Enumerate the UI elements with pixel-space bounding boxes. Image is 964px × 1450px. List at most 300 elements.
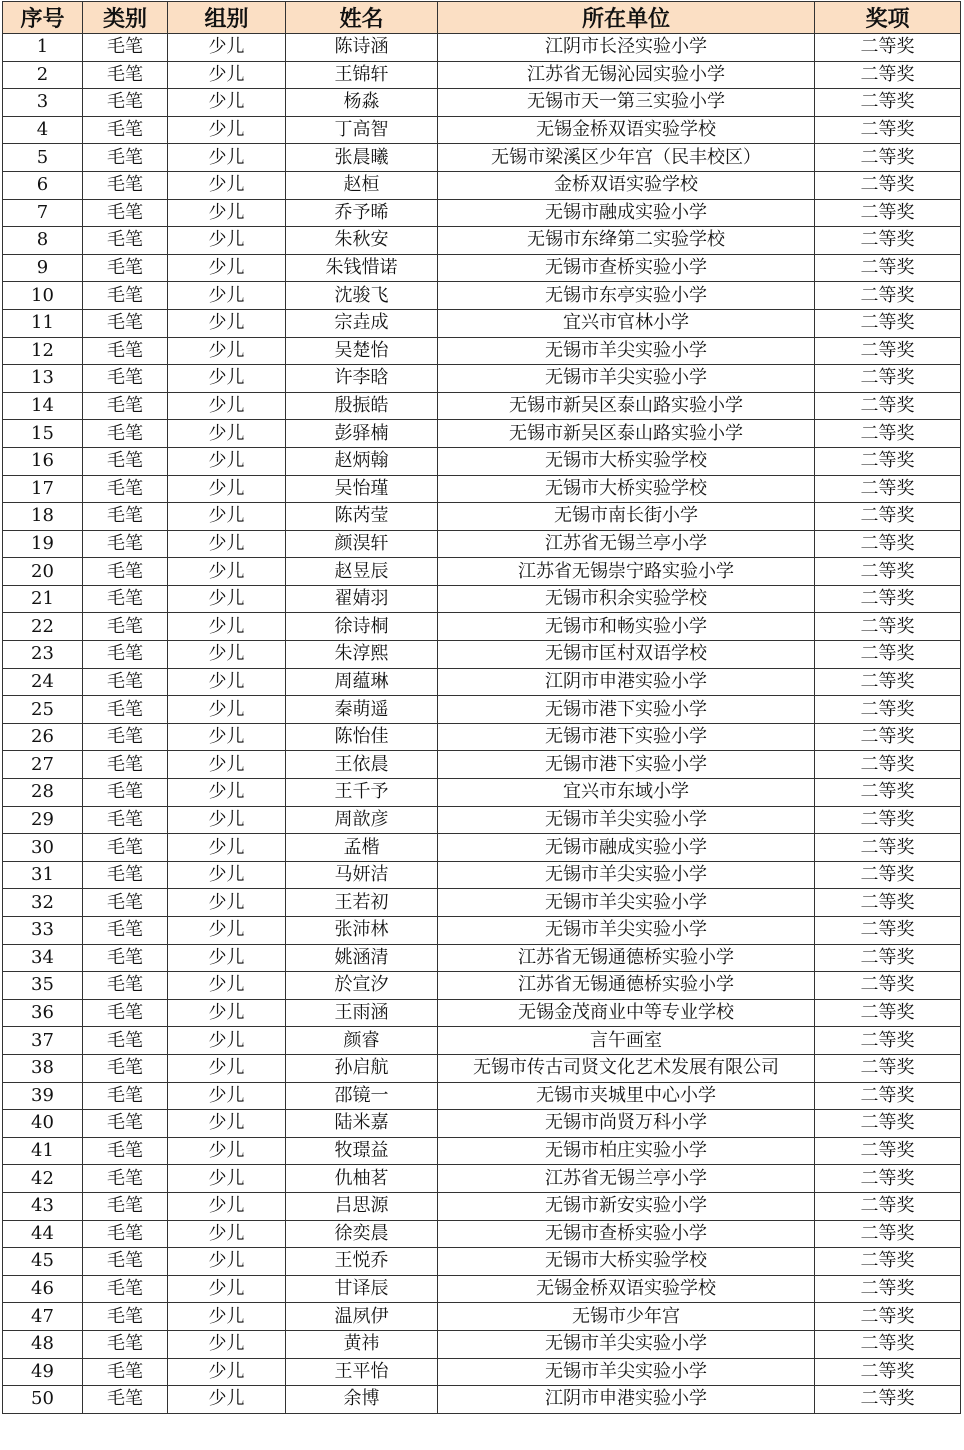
cell-category: 毛笔 bbox=[83, 944, 168, 972]
cell-organization: 无锡市少年宫 bbox=[438, 1303, 815, 1331]
cell-name: 牧璟益 bbox=[286, 1137, 438, 1165]
cell-serial-number: 39 bbox=[3, 1082, 83, 1110]
cell-group: 少儿 bbox=[168, 751, 286, 779]
cell-award: 二等奖 bbox=[815, 337, 961, 365]
cell-name: 陈诗涵 bbox=[286, 34, 438, 62]
cell-serial-number: 32 bbox=[3, 889, 83, 917]
table-row bbox=[3, 889, 961, 917]
cell-group: 少儿 bbox=[168, 779, 286, 807]
cell-award: 二等奖 bbox=[815, 999, 961, 1027]
cell-organization: 江阴市申港实验小学 bbox=[438, 1386, 815, 1414]
cell-group: 少儿 bbox=[168, 944, 286, 972]
table-row bbox=[3, 1110, 961, 1138]
cell-organization: 江阴市长泾实验小学 bbox=[438, 34, 815, 62]
cell-group: 少儿 bbox=[168, 1248, 286, 1276]
cell-group: 少儿 bbox=[168, 972, 286, 1000]
cell-group: 少儿 bbox=[168, 420, 286, 448]
cell-category: 毛笔 bbox=[83, 1248, 168, 1276]
table-row bbox=[3, 1054, 961, 1082]
cell-name: 朱钱惜诺 bbox=[286, 254, 438, 282]
cell-serial-number: 16 bbox=[3, 447, 83, 475]
cell-name: 杨淼 bbox=[286, 89, 438, 117]
cell-group: 少儿 bbox=[168, 917, 286, 945]
table-row bbox=[3, 1275, 961, 1303]
cell-serial-number: 5 bbox=[3, 144, 83, 172]
cell-organization: 无锡市港下实验小学 bbox=[438, 751, 815, 779]
cell-award: 二等奖 bbox=[815, 1220, 961, 1248]
cell-group: 少儿 bbox=[168, 254, 286, 282]
table-row bbox=[3, 1386, 961, 1414]
cell-serial-number: 21 bbox=[3, 585, 83, 613]
cell-award: 二等奖 bbox=[815, 585, 961, 613]
cell-organization: 无锡市羊尖实验小学 bbox=[438, 889, 815, 917]
table-row bbox=[3, 613, 961, 641]
cell-award: 二等奖 bbox=[815, 254, 961, 282]
cell-name: 丁高智 bbox=[286, 116, 438, 144]
cell-award: 二等奖 bbox=[815, 668, 961, 696]
cell-name: 赵炳翰 bbox=[286, 447, 438, 475]
cell-organization: 无锡市羊尖实验小学 bbox=[438, 337, 815, 365]
table-row bbox=[3, 1192, 961, 1220]
cell-serial-number: 4 bbox=[3, 116, 83, 144]
cell-category: 毛笔 bbox=[83, 199, 168, 227]
cell-award: 二等奖 bbox=[815, 751, 961, 779]
cell-award: 二等奖 bbox=[815, 365, 961, 393]
cell-award: 二等奖 bbox=[815, 1137, 961, 1165]
header-name: 姓名 bbox=[286, 2, 438, 34]
cell-serial-number: 8 bbox=[3, 227, 83, 255]
cell-group: 少儿 bbox=[168, 1275, 286, 1303]
table-row bbox=[3, 585, 961, 613]
cell-organization: 江苏省无锡兰亭小学 bbox=[438, 1165, 815, 1193]
cell-serial-number: 22 bbox=[3, 613, 83, 641]
table-row bbox=[3, 641, 961, 669]
cell-category: 毛笔 bbox=[83, 34, 168, 62]
cell-award: 二等奖 bbox=[815, 1082, 961, 1110]
cell-name: 朱秋安 bbox=[286, 227, 438, 255]
cell-group: 少儿 bbox=[168, 475, 286, 503]
cell-serial-number: 36 bbox=[3, 999, 83, 1027]
cell-organization: 江苏省无锡通德桥实验小学 bbox=[438, 944, 815, 972]
table-row bbox=[3, 144, 961, 172]
cell-serial-number: 34 bbox=[3, 944, 83, 972]
cell-award: 二等奖 bbox=[815, 1358, 961, 1386]
cell-name: 孟楷 bbox=[286, 834, 438, 862]
table-row bbox=[3, 227, 961, 255]
cell-category: 毛笔 bbox=[83, 668, 168, 696]
cell-organization: 无锡市港下实验小学 bbox=[438, 696, 815, 724]
cell-name: 吴楚怡 bbox=[286, 337, 438, 365]
table-row bbox=[3, 668, 961, 696]
cell-serial-number: 31 bbox=[3, 861, 83, 889]
table-row bbox=[3, 365, 961, 393]
cell-organization: 江苏省无锡崇宁路实验小学 bbox=[438, 558, 815, 586]
cell-organization: 无锡市查桥实验小学 bbox=[438, 1220, 815, 1248]
cell-group: 少儿 bbox=[168, 696, 286, 724]
header-group: 组别 bbox=[168, 2, 286, 34]
cell-name: 颜睿 bbox=[286, 1027, 438, 1055]
cell-organization: 无锡市传古司贤文化艺术发展有限公司 bbox=[438, 1054, 815, 1082]
table-row bbox=[3, 503, 961, 531]
cell-award: 二等奖 bbox=[815, 806, 961, 834]
cell-name: 张沛林 bbox=[286, 917, 438, 945]
table-row bbox=[3, 392, 961, 420]
cell-category: 毛笔 bbox=[83, 392, 168, 420]
cell-award: 二等奖 bbox=[815, 61, 961, 89]
cell-name: 王雨涵 bbox=[286, 999, 438, 1027]
cell-group: 少儿 bbox=[168, 723, 286, 751]
table-row bbox=[3, 282, 961, 310]
cell-serial-number: 42 bbox=[3, 1165, 83, 1193]
cell-award: 二等奖 bbox=[815, 282, 961, 310]
cell-group: 少儿 bbox=[168, 834, 286, 862]
cell-category: 毛笔 bbox=[83, 530, 168, 558]
cell-category: 毛笔 bbox=[83, 641, 168, 669]
cell-category: 毛笔 bbox=[83, 1192, 168, 1220]
cell-group: 少儿 bbox=[168, 1386, 286, 1414]
table-row bbox=[3, 420, 961, 448]
table-row bbox=[3, 1248, 961, 1276]
cell-name: 秦萌遥 bbox=[286, 696, 438, 724]
cell-organization: 无锡市匡村双语学校 bbox=[438, 641, 815, 669]
cell-name: 吕思源 bbox=[286, 1192, 438, 1220]
cell-category: 毛笔 bbox=[83, 254, 168, 282]
cell-name: 陆米嘉 bbox=[286, 1110, 438, 1138]
cell-award: 二等奖 bbox=[815, 227, 961, 255]
cell-organization: 无锡金桥双语实验学校 bbox=[438, 1275, 815, 1303]
cell-group: 少儿 bbox=[168, 1220, 286, 1248]
cell-serial-number: 11 bbox=[3, 309, 83, 337]
table-row bbox=[3, 116, 961, 144]
cell-group: 少儿 bbox=[168, 861, 286, 889]
cell-award: 二等奖 bbox=[815, 34, 961, 62]
table-row bbox=[3, 999, 961, 1027]
cell-category: 毛笔 bbox=[83, 1303, 168, 1331]
table-row bbox=[3, 34, 961, 62]
cell-organization: 无锡市羊尖实验小学 bbox=[438, 1330, 815, 1358]
cell-award: 二等奖 bbox=[815, 944, 961, 972]
cell-category: 毛笔 bbox=[83, 723, 168, 751]
cell-category: 毛笔 bbox=[83, 447, 168, 475]
cell-award: 二等奖 bbox=[815, 1386, 961, 1414]
cell-award: 二等奖 bbox=[815, 1054, 961, 1082]
table-row bbox=[3, 861, 961, 889]
table-row bbox=[3, 917, 961, 945]
cell-award: 二等奖 bbox=[815, 834, 961, 862]
cell-serial-number: 26 bbox=[3, 723, 83, 751]
cell-name: 徐诗桐 bbox=[286, 613, 438, 641]
cell-award: 二等奖 bbox=[815, 1248, 961, 1276]
cell-group: 少儿 bbox=[168, 530, 286, 558]
cell-award: 二等奖 bbox=[815, 447, 961, 475]
cell-award: 二等奖 bbox=[815, 309, 961, 337]
table-row bbox=[3, 834, 961, 862]
cell-category: 毛笔 bbox=[83, 917, 168, 945]
cell-category: 毛笔 bbox=[83, 999, 168, 1027]
table-row bbox=[3, 751, 961, 779]
cell-category: 毛笔 bbox=[83, 889, 168, 917]
cell-category: 毛笔 bbox=[83, 365, 168, 393]
cell-category: 毛笔 bbox=[83, 1054, 168, 1082]
cell-serial-number: 18 bbox=[3, 503, 83, 531]
cell-name: 陈芮莹 bbox=[286, 503, 438, 531]
cell-organization: 无锡市羊尖实验小学 bbox=[438, 861, 815, 889]
cell-name: 王锦轩 bbox=[286, 61, 438, 89]
cell-category: 毛笔 bbox=[83, 779, 168, 807]
cell-group: 少儿 bbox=[168, 365, 286, 393]
cell-award: 二等奖 bbox=[815, 392, 961, 420]
cell-category: 毛笔 bbox=[83, 1137, 168, 1165]
cell-award: 二等奖 bbox=[815, 558, 961, 586]
cell-category: 毛笔 bbox=[83, 696, 168, 724]
cell-serial-number: 47 bbox=[3, 1303, 83, 1331]
cell-organization: 江苏省无锡沁园实验小学 bbox=[438, 61, 815, 89]
cell-group: 少儿 bbox=[168, 1358, 286, 1386]
cell-organization: 宜兴市东域小学 bbox=[438, 779, 815, 807]
cell-serial-number: 46 bbox=[3, 1275, 83, 1303]
cell-organization: 江阴市申港实验小学 bbox=[438, 668, 815, 696]
table-row bbox=[3, 558, 961, 586]
cell-award: 二等奖 bbox=[815, 696, 961, 724]
cell-serial-number: 43 bbox=[3, 1192, 83, 1220]
cell-category: 毛笔 bbox=[83, 89, 168, 117]
cell-group: 少儿 bbox=[168, 1082, 286, 1110]
cell-award: 二等奖 bbox=[815, 779, 961, 807]
cell-serial-number: 50 bbox=[3, 1386, 83, 1414]
cell-name: 赵桓 bbox=[286, 171, 438, 199]
cell-name: 沈骏飞 bbox=[286, 282, 438, 310]
table-row bbox=[3, 1303, 961, 1331]
table-row bbox=[3, 1137, 961, 1165]
cell-category: 毛笔 bbox=[83, 171, 168, 199]
cell-serial-number: 20 bbox=[3, 558, 83, 586]
cell-organization: 无锡市羊尖实验小学 bbox=[438, 365, 815, 393]
cell-award: 二等奖 bbox=[815, 144, 961, 172]
cell-serial-number: 38 bbox=[3, 1054, 83, 1082]
cell-name: 吴怡瑾 bbox=[286, 475, 438, 503]
cell-organization: 江苏省无锡兰亭小学 bbox=[438, 530, 815, 558]
table-body bbox=[3, 34, 961, 1414]
cell-award: 二等奖 bbox=[815, 1027, 961, 1055]
cell-award: 二等奖 bbox=[815, 116, 961, 144]
cell-serial-number: 33 bbox=[3, 917, 83, 945]
cell-name: 余博 bbox=[286, 1386, 438, 1414]
cell-group: 少儿 bbox=[168, 309, 286, 337]
cell-name: 王千予 bbox=[286, 779, 438, 807]
cell-category: 毛笔 bbox=[83, 337, 168, 365]
cell-organization: 无锡市东绛第二实验学校 bbox=[438, 227, 815, 255]
header-organization: 所在单位 bbox=[438, 2, 815, 34]
cell-category: 毛笔 bbox=[83, 1082, 168, 1110]
cell-serial-number: 45 bbox=[3, 1248, 83, 1276]
table-row bbox=[3, 171, 961, 199]
cell-name: 黄祎 bbox=[286, 1330, 438, 1358]
cell-name: 王依晨 bbox=[286, 751, 438, 779]
cell-name: 甘译辰 bbox=[286, 1275, 438, 1303]
cell-organization: 无锡市和畅实验小学 bbox=[438, 613, 815, 641]
cell-organization: 无锡市东亭实验小学 bbox=[438, 282, 815, 310]
table-row bbox=[3, 696, 961, 724]
cell-serial-number: 27 bbox=[3, 751, 83, 779]
table-row bbox=[3, 944, 961, 972]
cell-group: 少儿 bbox=[168, 668, 286, 696]
cell-name: 颜淏轩 bbox=[286, 530, 438, 558]
cell-category: 毛笔 bbox=[83, 309, 168, 337]
cell-group: 少儿 bbox=[168, 144, 286, 172]
cell-group: 少儿 bbox=[168, 447, 286, 475]
cell-award: 二等奖 bbox=[815, 1303, 961, 1331]
table-row bbox=[3, 337, 961, 365]
table-row bbox=[3, 1220, 961, 1248]
award-table bbox=[2, 1, 961, 1414]
table-row bbox=[3, 1358, 961, 1386]
cell-category: 毛笔 bbox=[83, 475, 168, 503]
cell-organization: 无锡金茂商业中等专业学校 bbox=[438, 999, 815, 1027]
cell-group: 少儿 bbox=[168, 806, 286, 834]
cell-name: 姚涵清 bbox=[286, 944, 438, 972]
cell-group: 少儿 bbox=[168, 337, 286, 365]
cell-group: 少儿 bbox=[168, 392, 286, 420]
cell-group: 少儿 bbox=[168, 585, 286, 613]
cell-award: 二等奖 bbox=[815, 889, 961, 917]
cell-category: 毛笔 bbox=[83, 1275, 168, 1303]
cell-category: 毛笔 bbox=[83, 1358, 168, 1386]
cell-serial-number: 30 bbox=[3, 834, 83, 862]
cell-award: 二等奖 bbox=[815, 1275, 961, 1303]
cell-organization: 无锡市查桥实验小学 bbox=[438, 254, 815, 282]
table-header bbox=[3, 2, 961, 34]
table-row bbox=[3, 89, 961, 117]
cell-name: 赵昱辰 bbox=[286, 558, 438, 586]
cell-name: 徐奕晨 bbox=[286, 1220, 438, 1248]
cell-group: 少儿 bbox=[168, 199, 286, 227]
cell-group: 少儿 bbox=[168, 999, 286, 1027]
cell-serial-number: 1 bbox=[3, 34, 83, 62]
cell-group: 少儿 bbox=[168, 503, 286, 531]
cell-serial-number: 28 bbox=[3, 779, 83, 807]
cell-name: 王平怡 bbox=[286, 1358, 438, 1386]
header-serial-number: 序号 bbox=[3, 2, 83, 34]
table-row bbox=[3, 475, 961, 503]
cell-serial-number: 2 bbox=[3, 61, 83, 89]
cell-organization: 无锡市柏庄实验小学 bbox=[438, 1137, 815, 1165]
cell-category: 毛笔 bbox=[83, 751, 168, 779]
cell-serial-number: 12 bbox=[3, 337, 83, 365]
cell-organization: 无锡市羊尖实验小学 bbox=[438, 917, 815, 945]
cell-category: 毛笔 bbox=[83, 558, 168, 586]
cell-serial-number: 44 bbox=[3, 1220, 83, 1248]
cell-award: 二等奖 bbox=[815, 475, 961, 503]
cell-serial-number: 17 bbox=[3, 475, 83, 503]
cell-group: 少儿 bbox=[168, 61, 286, 89]
cell-category: 毛笔 bbox=[83, 503, 168, 531]
cell-category: 毛笔 bbox=[83, 1110, 168, 1138]
cell-group: 少儿 bbox=[168, 1192, 286, 1220]
cell-group: 少儿 bbox=[168, 282, 286, 310]
cell-name: 宗垚成 bbox=[286, 309, 438, 337]
table-row bbox=[3, 447, 961, 475]
cell-organization: 无锡市融成实验小学 bbox=[438, 199, 815, 227]
cell-group: 少儿 bbox=[168, 171, 286, 199]
cell-name: 殷振皓 bbox=[286, 392, 438, 420]
cell-category: 毛笔 bbox=[83, 116, 168, 144]
cell-name: 王悦乔 bbox=[286, 1248, 438, 1276]
cell-organization: 金桥双语实验学校 bbox=[438, 171, 815, 199]
cell-category: 毛笔 bbox=[83, 227, 168, 255]
cell-organization: 无锡市港下实验小学 bbox=[438, 723, 815, 751]
cell-award: 二等奖 bbox=[815, 89, 961, 117]
cell-name: 温夙伊 bbox=[286, 1303, 438, 1331]
cell-category: 毛笔 bbox=[83, 1220, 168, 1248]
cell-organization: 无锡市天一第三实验小学 bbox=[438, 89, 815, 117]
cell-group: 少儿 bbox=[168, 1330, 286, 1358]
cell-group: 少儿 bbox=[168, 89, 286, 117]
cell-name: 邵镜一 bbox=[286, 1082, 438, 1110]
cell-award: 二等奖 bbox=[815, 503, 961, 531]
cell-award: 二等奖 bbox=[815, 530, 961, 558]
cell-organization: 江苏省无锡通德桥实验小学 bbox=[438, 972, 815, 1000]
table-row bbox=[3, 1330, 961, 1358]
cell-category: 毛笔 bbox=[83, 1386, 168, 1414]
cell-serial-number: 14 bbox=[3, 392, 83, 420]
cell-serial-number: 49 bbox=[3, 1358, 83, 1386]
cell-serial-number: 24 bbox=[3, 668, 83, 696]
table-row bbox=[3, 1082, 961, 1110]
cell-serial-number: 13 bbox=[3, 365, 83, 393]
cell-organization: 无锡市积余实验学校 bbox=[438, 585, 815, 613]
cell-serial-number: 40 bbox=[3, 1110, 83, 1138]
cell-category: 毛笔 bbox=[83, 585, 168, 613]
cell-organization: 无锡市新吴区泰山路实验小学 bbox=[438, 392, 815, 420]
cell-organization: 无锡市尚贤万科小学 bbox=[438, 1110, 815, 1138]
cell-category: 毛笔 bbox=[83, 420, 168, 448]
cell-name: 翟婧羽 bbox=[286, 585, 438, 613]
cell-group: 少儿 bbox=[168, 1027, 286, 1055]
cell-name: 张晨曦 bbox=[286, 144, 438, 172]
cell-serial-number: 37 bbox=[3, 1027, 83, 1055]
cell-serial-number: 29 bbox=[3, 806, 83, 834]
cell-award: 二等奖 bbox=[815, 1110, 961, 1138]
cell-name: 朱淳熙 bbox=[286, 641, 438, 669]
cell-organization: 无锡市大桥实验学校 bbox=[438, 475, 815, 503]
cell-serial-number: 19 bbox=[3, 530, 83, 558]
cell-group: 少儿 bbox=[168, 641, 286, 669]
cell-serial-number: 6 bbox=[3, 171, 83, 199]
header-category: 类别 bbox=[83, 2, 168, 34]
cell-category: 毛笔 bbox=[83, 972, 168, 1000]
cell-group: 少儿 bbox=[168, 613, 286, 641]
cell-name: 陈怡佳 bbox=[286, 723, 438, 751]
cell-category: 毛笔 bbox=[83, 61, 168, 89]
table-row bbox=[3, 972, 961, 1000]
cell-name: 马妍洁 bbox=[286, 861, 438, 889]
cell-organization: 无锡市新吴区泰山路实验小学 bbox=[438, 420, 815, 448]
cell-award: 二等奖 bbox=[815, 1192, 961, 1220]
cell-award: 二等奖 bbox=[815, 1330, 961, 1358]
cell-category: 毛笔 bbox=[83, 834, 168, 862]
cell-award: 二等奖 bbox=[815, 861, 961, 889]
cell-category: 毛笔 bbox=[83, 613, 168, 641]
cell-serial-number: 23 bbox=[3, 641, 83, 669]
cell-name: 乔予晞 bbox=[286, 199, 438, 227]
table-row bbox=[3, 779, 961, 807]
cell-category: 毛笔 bbox=[83, 1027, 168, 1055]
cell-name: 王若初 bbox=[286, 889, 438, 917]
cell-serial-number: 9 bbox=[3, 254, 83, 282]
cell-category: 毛笔 bbox=[83, 1165, 168, 1193]
cell-category: 毛笔 bbox=[83, 282, 168, 310]
cell-group: 少儿 bbox=[168, 116, 286, 144]
